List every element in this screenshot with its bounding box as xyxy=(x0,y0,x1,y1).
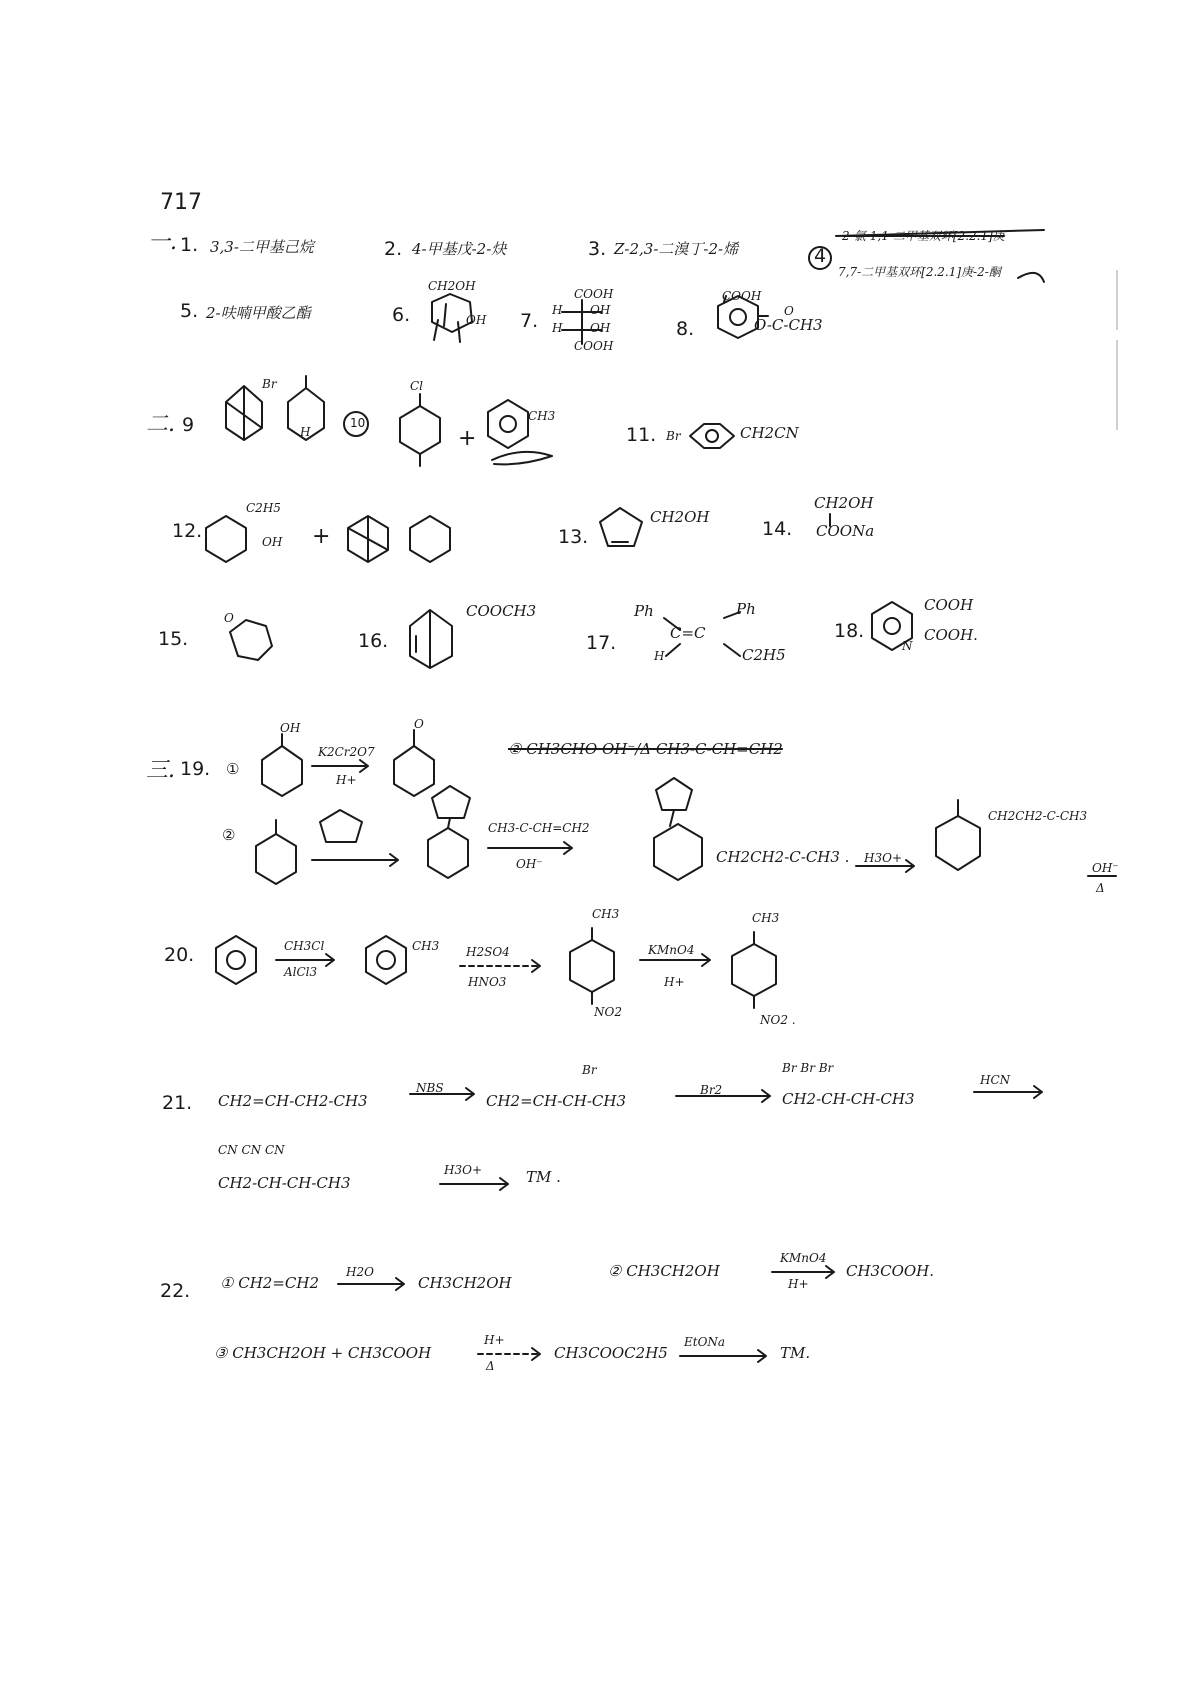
q12-number: 12. xyxy=(172,520,203,542)
q17-ph2: Ph xyxy=(736,600,756,618)
q20-final xyxy=(732,932,776,1008)
q12-plus: + xyxy=(312,524,331,549)
q7-bottom: COOH xyxy=(574,339,614,353)
q4-bracket xyxy=(1018,273,1044,282)
q20-number: 20. xyxy=(164,944,195,966)
q7-h1: H xyxy=(552,303,563,317)
q8-cooh: COOH xyxy=(722,289,762,303)
q4-circle xyxy=(809,247,831,269)
q8-ester: O-C-CH3 xyxy=(754,316,823,334)
q20-aromatic xyxy=(227,951,245,969)
q21-s4: CH2-CH-CH-CH3 xyxy=(218,1174,351,1192)
q17-c2h5: C2H5 xyxy=(742,646,786,664)
q13-cyclopentene xyxy=(600,508,642,546)
q21-r3: HCN xyxy=(980,1073,1011,1087)
q17-cc: C=C xyxy=(670,624,706,642)
q19-cyclohexanone xyxy=(394,730,434,796)
q11-benzene-ring xyxy=(690,424,734,448)
q19-r2-top: CH3-C-CH=CH2 xyxy=(488,821,590,835)
q16-number: 16. xyxy=(358,630,389,652)
q20-no2: NO2 xyxy=(594,1005,622,1019)
q22-b-reagent-bottom: H+ xyxy=(788,1277,809,1291)
q19-arrow-2 xyxy=(312,854,398,866)
q20-toluene-aromatic xyxy=(377,951,395,969)
q19-arrow-4 xyxy=(856,860,914,872)
q20-arrow-3 xyxy=(640,954,710,966)
q17-number: 17. xyxy=(586,632,617,654)
q7-top: COOH xyxy=(574,287,614,301)
q21-number: 21. xyxy=(162,1092,193,1114)
q21-tm: TM . xyxy=(526,1168,561,1186)
q8-o-label: O xyxy=(784,304,794,318)
q13-number: 13. xyxy=(558,526,589,548)
q4-strike-scribble xyxy=(836,230,1044,236)
q22-arrow-2 xyxy=(772,1266,834,1278)
q12-bridged xyxy=(348,516,388,562)
q18-number: 18. xyxy=(834,620,865,642)
section-marker-3: 三. xyxy=(146,758,175,783)
q10-cl: Cl xyxy=(410,379,424,393)
q21-br1: Br xyxy=(582,1063,597,1077)
q9-bicyclic-1 xyxy=(226,386,262,440)
q20-r2-top: H2SO4 xyxy=(466,945,510,959)
q3-number: 3. xyxy=(588,238,607,260)
q21-arrow-1 xyxy=(410,1088,474,1100)
q21-r1: NBS xyxy=(416,1081,444,1095)
q22-c-reagent2: EtONa xyxy=(684,1335,726,1349)
q19-enamine-ring xyxy=(428,828,468,878)
q21-r2: Br2 xyxy=(700,1083,723,1097)
q18-cooh2: COOH. xyxy=(924,626,978,644)
q21-s1: CH2=CH-CH2-CH3 xyxy=(218,1092,368,1110)
q20-ch3-b: CH3 xyxy=(592,907,620,921)
q19-diketone-ring xyxy=(936,800,980,870)
q12-cyclohexane-1 xyxy=(206,516,246,562)
q18-pyridine-ring xyxy=(872,602,913,653)
section-marker-1: 一. xyxy=(148,230,177,255)
q6-number: 6. xyxy=(392,304,411,326)
q22-c-tm: TM. xyxy=(780,1344,811,1362)
q22-arrow-1 xyxy=(338,1278,404,1290)
q19-step2: ② xyxy=(222,826,236,844)
q16-coch3: COOCH3 xyxy=(466,602,537,620)
q13-ch2oh: CH2OH xyxy=(650,508,710,526)
q19-r1-top: K2Cr2O7 xyxy=(318,745,375,759)
q2-number: 2. xyxy=(384,238,403,260)
q12-c2h5: C2H5 xyxy=(246,501,281,515)
q19-michael-pyrrolidine xyxy=(656,778,692,826)
q19-r3: H3O+ xyxy=(864,851,902,865)
q19-michael-ring xyxy=(654,824,702,880)
q8-aromatic-circle xyxy=(730,309,746,325)
q17-h: H xyxy=(654,649,665,663)
q21-arrow-2 xyxy=(676,1090,770,1102)
q19-r4-bottom: Δ xyxy=(1096,881,1105,895)
q21-br2: Br Br Br xyxy=(782,1061,834,1075)
q20-ch3: CH3 xyxy=(412,939,440,953)
q9-br: Br xyxy=(262,377,277,391)
q10-number: 10 xyxy=(350,416,366,430)
q4-number: 4 xyxy=(814,245,827,267)
q5-answer: 2-呋喃甲酸乙酯 xyxy=(206,304,311,322)
q18-cooh1: COOH xyxy=(924,596,974,614)
q19-ketone-2 xyxy=(256,820,296,884)
section-marker-2: 二. xyxy=(146,412,175,437)
q15-lactone-ring xyxy=(230,620,272,660)
q1-answer: 3,3-二甲基己烷 xyxy=(210,238,314,256)
q7-fischer-projection xyxy=(562,300,602,344)
q19-number: 19. xyxy=(180,758,211,780)
q20-no2-b: NO2 . xyxy=(760,1013,796,1027)
q19-cyclohexanol xyxy=(262,734,302,796)
q19-pyrrolidine-reagent xyxy=(320,810,362,842)
q9-h: H xyxy=(300,425,311,439)
q14-number: 14. xyxy=(762,518,793,540)
q20-r1-top: CH3Cl xyxy=(284,939,325,953)
q4-struck-answer: 2-氯-1,1-二甲基双环[2.2.1]庚 xyxy=(842,229,1005,243)
q21-arrow-4 xyxy=(440,1178,508,1190)
q19-o: O xyxy=(414,717,424,731)
q9-bicyclic-2 xyxy=(288,376,324,440)
q22-c-reagent-top: H+ xyxy=(484,1333,505,1347)
q10-circle xyxy=(344,412,368,436)
q22-c-product: CH3COOC2H5 xyxy=(554,1344,668,1362)
page-number: 717 xyxy=(160,190,202,215)
q17-ph1: Ph xyxy=(634,602,654,620)
q1-number: 1. xyxy=(180,234,199,256)
q10-benzene-1 xyxy=(400,406,440,454)
q19-step1: ① xyxy=(226,760,240,778)
q19-r4-top: OH⁻ xyxy=(1092,861,1119,875)
q19-enamine-pyrrolidine xyxy=(432,786,470,828)
q12-cyclohexane-2 xyxy=(410,516,450,562)
q22-arrow-4 xyxy=(680,1350,766,1362)
q7-h2: H xyxy=(552,321,563,335)
q3-answer: Z-2,3-二溴丁-2-烯 xyxy=(614,240,739,258)
q19-product: CH2CH2-C-CH3 xyxy=(988,809,1088,823)
q22-number: 22. xyxy=(160,1280,191,1302)
q8-number: 8. xyxy=(676,318,695,340)
q10-aromatic-circle xyxy=(500,416,516,432)
q21-arrow-3 xyxy=(974,1086,1042,1098)
q16-bicyclic xyxy=(410,610,452,668)
q2-answer: 4-甲基戊-2-炔 xyxy=(412,240,507,258)
q7-oh1: OH xyxy=(590,303,611,317)
q11-br: Br xyxy=(666,429,681,443)
q20-nitrotoluene xyxy=(570,928,614,1004)
q7-number: 7. xyxy=(520,310,539,332)
q7-oh2: OH xyxy=(590,321,611,335)
q11-ch2cn: CH2CN xyxy=(740,424,799,442)
q20-ch3-c: CH3 xyxy=(752,911,780,925)
q19-struck-line: ② CH3CHO OH⁻/Δ CH3-C-CH=CH2 xyxy=(508,740,783,758)
q4-answer: 7,7-二甲基双环[2.2.1]庚-2-酮 xyxy=(838,265,1001,279)
q15-o: O xyxy=(224,611,234,625)
q19-arrow-3 xyxy=(488,842,572,854)
q20-benzene xyxy=(216,936,256,984)
q11-number: 11. xyxy=(626,424,657,446)
q20-r1-bottom: AlCl3 xyxy=(284,965,318,979)
q12-oh: OH xyxy=(262,535,283,549)
q19-intermediate: CH2CH2-C-CH3 . xyxy=(716,848,850,866)
q20-r3-top: KMnO4 xyxy=(648,943,695,957)
q10-scribble xyxy=(492,452,552,465)
q11-aromatic-circle xyxy=(706,430,718,442)
q22-a: ① CH2=CH2 xyxy=(220,1274,319,1292)
q9-number: 9 xyxy=(182,414,195,436)
q20-arrow-1 xyxy=(276,954,334,966)
q17-bonds xyxy=(664,612,740,656)
q21-cn: CN CN CN xyxy=(218,1143,285,1157)
q6-substituent-bonds xyxy=(434,304,460,342)
q20-toluene xyxy=(366,936,406,984)
q19-r1-bottom: H+ xyxy=(336,773,357,787)
q19-arrow-1 xyxy=(312,760,368,772)
q14-coona: COONa xyxy=(816,522,875,540)
q22-b: ② CH3CH2OH xyxy=(608,1262,720,1280)
q5-number: 5. xyxy=(180,300,199,322)
q15-number: 15. xyxy=(158,628,189,650)
q21-s2: CH2=CH-CH-CH3 xyxy=(486,1092,627,1110)
q21-s3: CH2-CH-CH-CH3 xyxy=(782,1090,915,1108)
q19-oh: OH xyxy=(280,721,301,735)
q22-b-product: CH3COOH. xyxy=(846,1262,935,1280)
q6-oh: OH xyxy=(466,313,487,327)
q22-a-product: CH3CH2OH xyxy=(418,1274,512,1292)
q14-ch2oh: CH2OH xyxy=(814,494,874,512)
q19-r2-bottom: OH⁻ xyxy=(516,857,543,871)
q18-aromatic-circle xyxy=(884,618,900,634)
q10-plus: + xyxy=(458,426,477,451)
q22-c-reagent-bottom: Δ xyxy=(486,1359,495,1373)
q22-c: ③ CH3CH2OH + CH3COOH xyxy=(214,1344,432,1362)
q18-n: N xyxy=(902,639,913,653)
q20-r3-bottom: H+ xyxy=(664,975,685,989)
q10-benzene-2 xyxy=(488,400,528,448)
q6-pyranose-ring xyxy=(432,294,472,332)
q22-a-reagent: H2O xyxy=(346,1265,374,1279)
q22-b-reagent-top: KMnO4 xyxy=(780,1251,827,1265)
q20-r2-bottom: HNO3 xyxy=(468,975,507,989)
q10-ch3: CH3 xyxy=(528,409,556,423)
q21-r4: H3O+ xyxy=(444,1163,482,1177)
q6-ch2oh: CH2OH xyxy=(428,279,476,293)
